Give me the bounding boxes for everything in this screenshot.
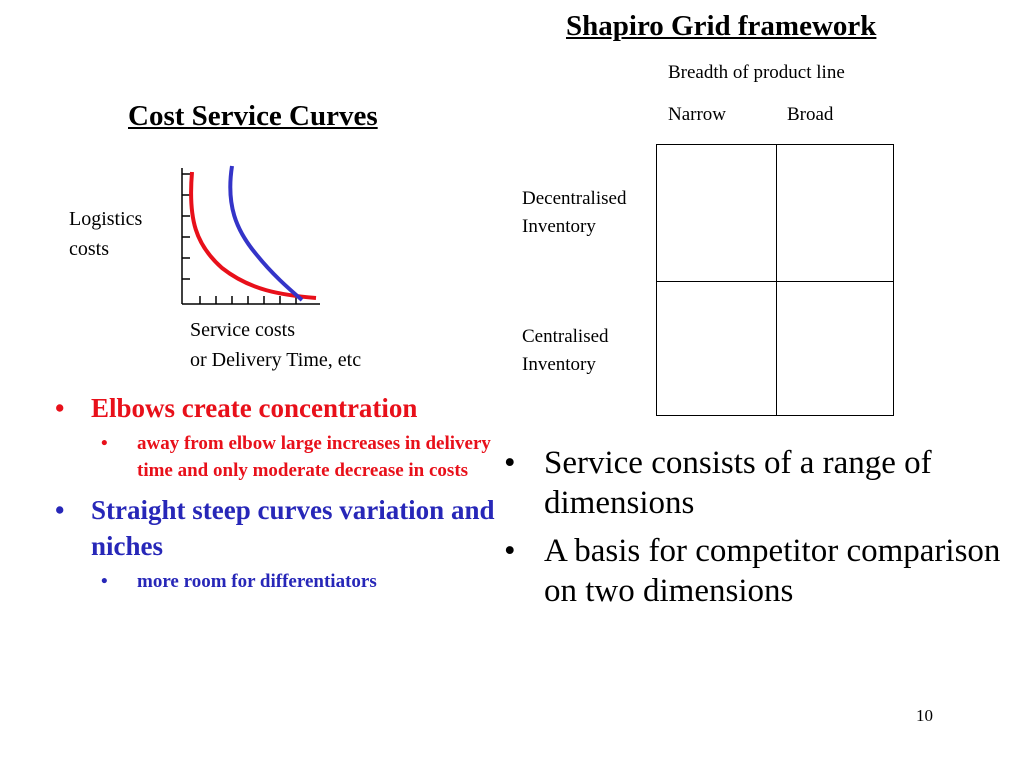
breadth-label: Breadth of product line xyxy=(668,62,845,83)
right-bullet-list xyxy=(504,443,1004,619)
xlabel-line-1: Service costs xyxy=(190,319,295,341)
bullet-elbows: • Elbows create concentration xyxy=(55,390,515,426)
chart-x-axis-label xyxy=(190,315,361,375)
ylabel-line-2: costs xyxy=(69,238,109,260)
broad-column-label: Broad xyxy=(787,104,834,125)
centralised-line-2: Inventory xyxy=(522,354,596,375)
sub-bullet-elbows: • away from elbow large increases in delivery time and only moderate decrease in costs xyxy=(101,430,515,484)
page-number: 10 xyxy=(916,706,933,725)
sub-bullet-differentiators: • more room for differentiators xyxy=(101,568,515,595)
bullet-competitor-comparison: • A basis for competitor comparison on two dimensions xyxy=(504,531,1004,611)
xlabel-line-2: or Delivery Time, etc xyxy=(190,349,362,371)
decentralised-line-2: Inventory xyxy=(522,216,596,237)
cost-service-chart xyxy=(170,160,325,310)
narrow-column-label: Narrow xyxy=(668,104,727,125)
left-bullet-list xyxy=(55,390,515,595)
decentralised-line-1: Decentralised xyxy=(522,188,627,209)
cost-service-curves-title: Cost Service Curves xyxy=(128,100,378,132)
y-axis xyxy=(182,168,190,304)
ylabel-line-1: Logistics xyxy=(69,208,143,230)
chart-y-axis-label xyxy=(69,204,142,264)
bullet-straight-curves: • Straight steep curves variation and niches xyxy=(55,492,515,564)
centralised-line-1: Centralised xyxy=(522,326,609,347)
red-cost-curve xyxy=(191,172,316,298)
centralised-row-label xyxy=(522,323,609,379)
grid-vertical-divider xyxy=(776,145,777,415)
bullet-service-dimensions: • Service consists of a range of dimensions xyxy=(504,443,1004,523)
shapiro-grid xyxy=(656,144,894,416)
grid-framework-title: Shapiro Grid framework xyxy=(566,10,877,42)
grid-horizontal-divider xyxy=(657,281,893,282)
decentralised-row-label xyxy=(522,185,626,241)
